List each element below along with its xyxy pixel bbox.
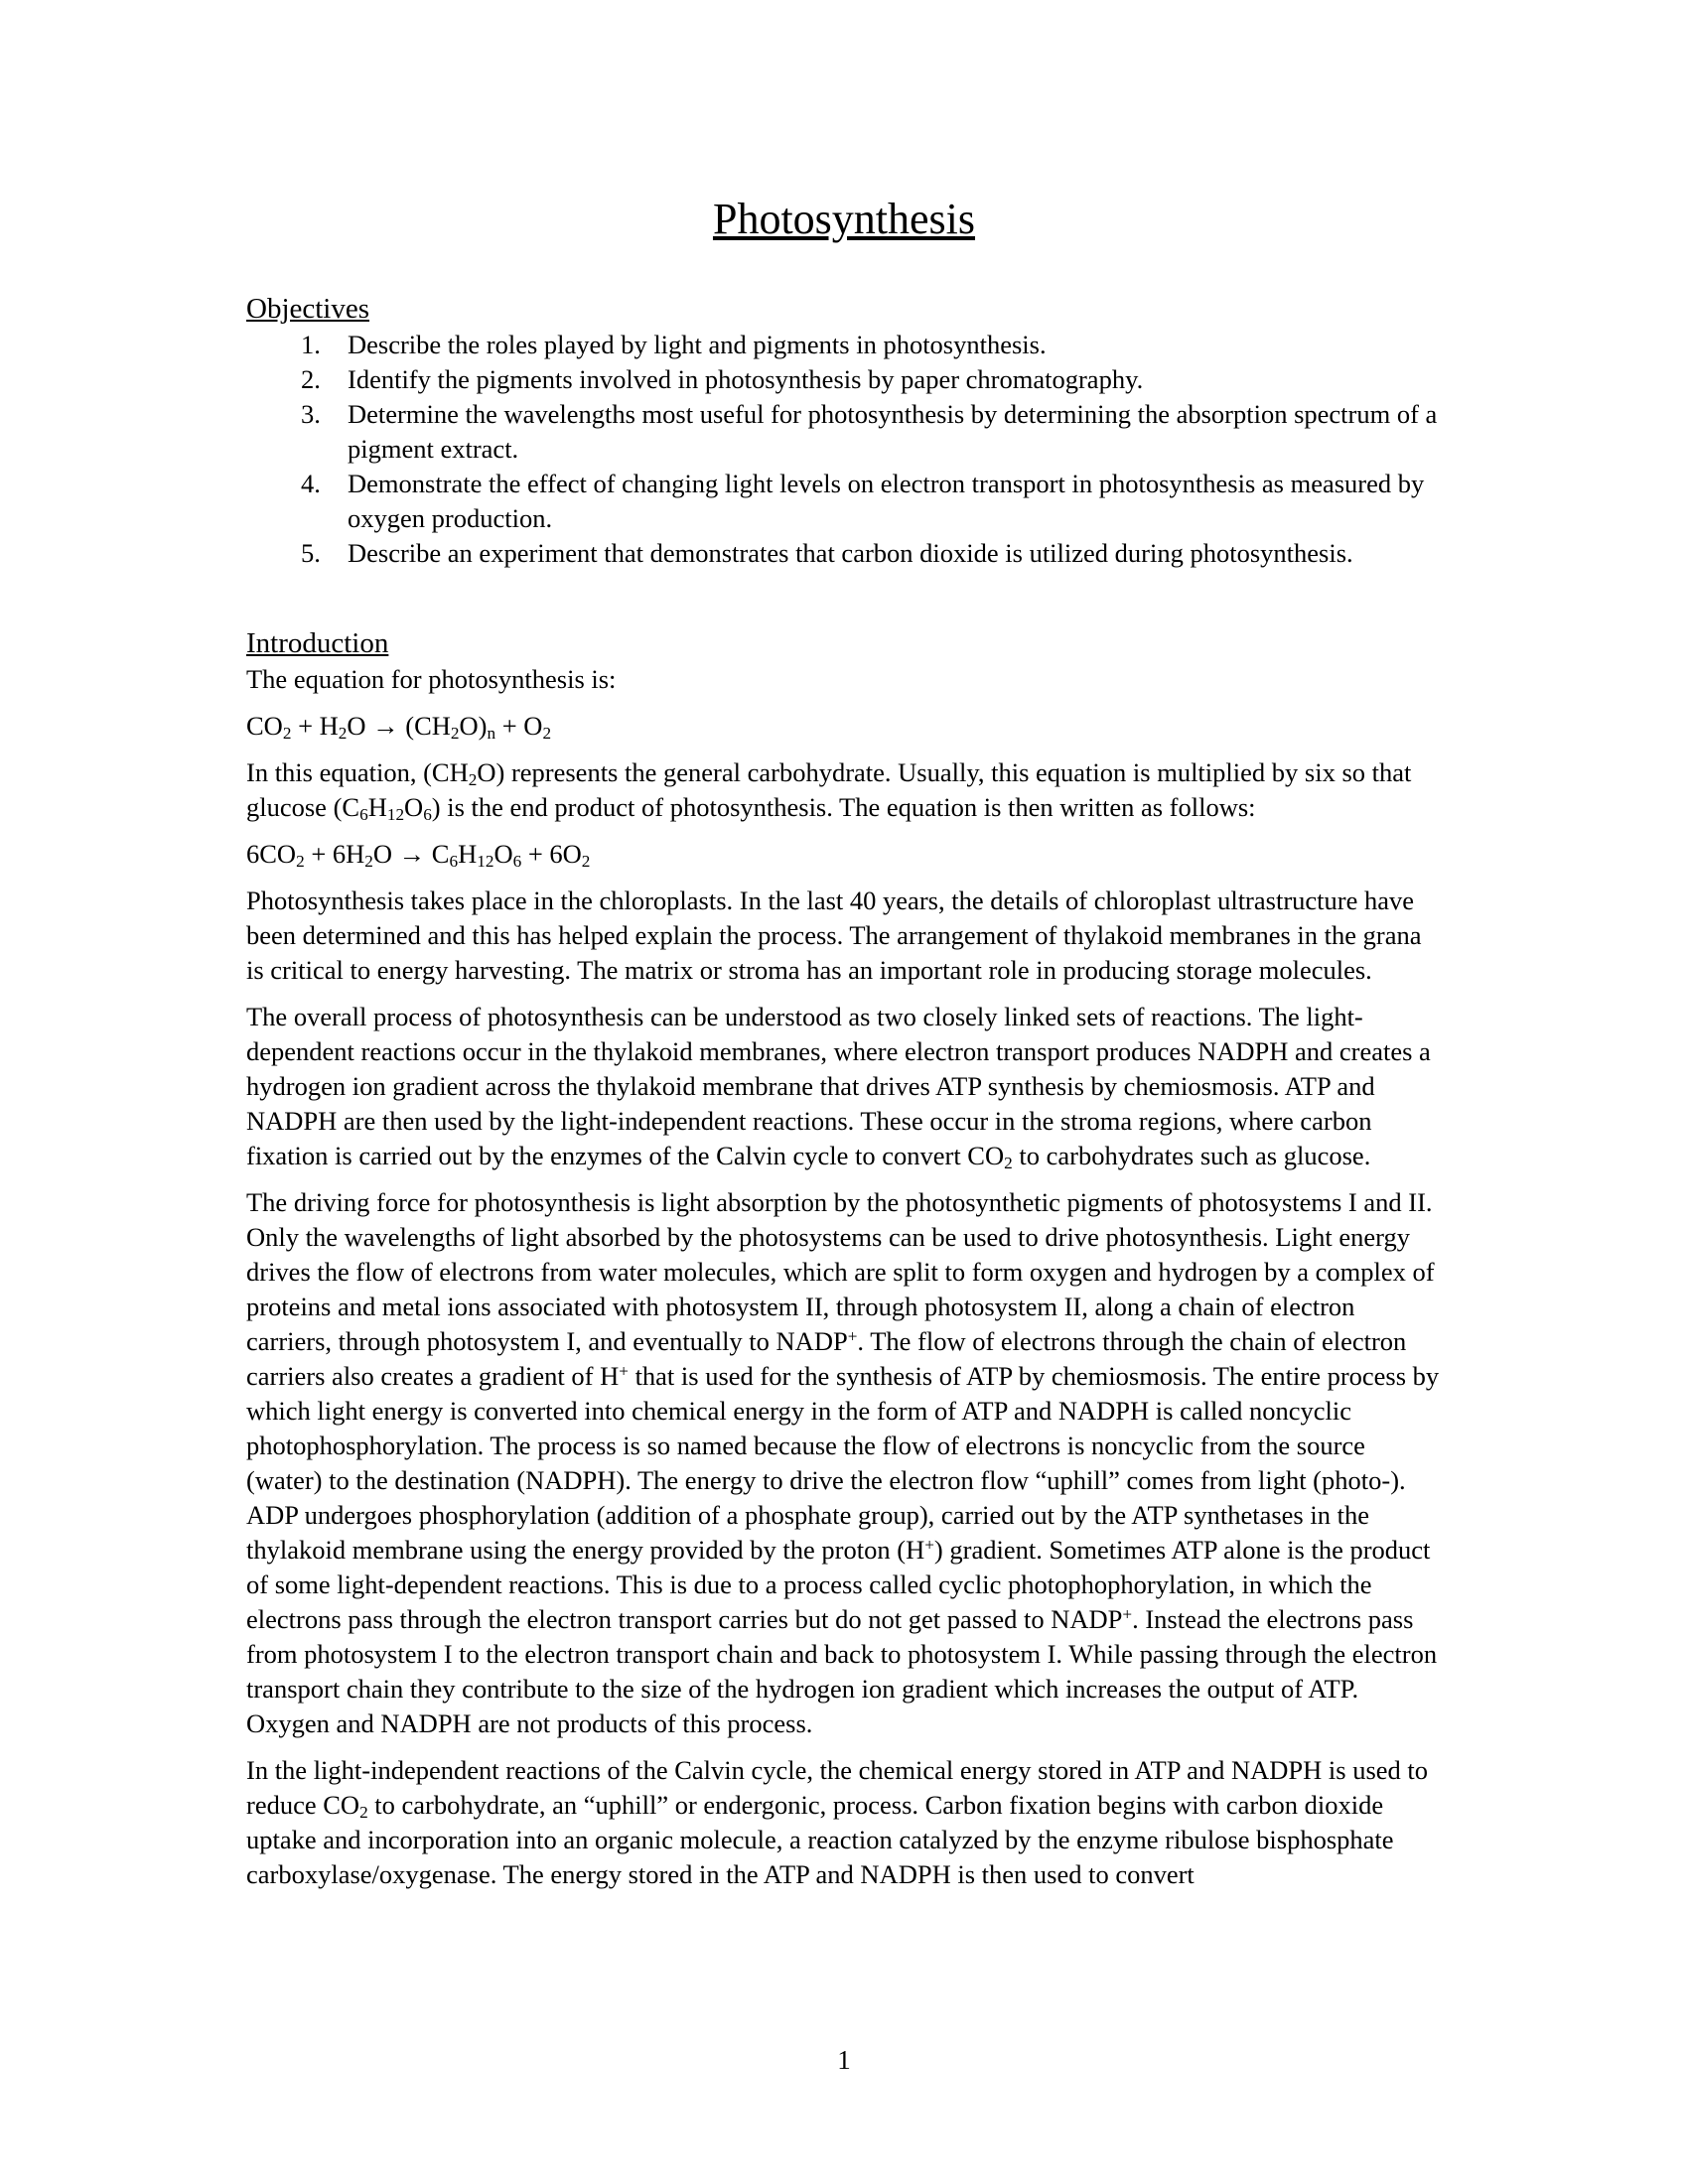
objective-number: 1.: [301, 330, 321, 359]
paragraph-equation-note: In this equation, $(CH_2O)$ represents the general carbohydrate. Usually, this equation is multiplied by six so that glucose $(C_6H_{12}O_6)$ is the end product of photosynthesis. The equation is then written as follows:: [246, 757, 1412, 824]
objective-number: 4.: [301, 469, 321, 498]
glucose-photosynthesis-equation: $6CO_2 + 6H_2O \to C_6H_{12}O_6 + 6O_2$: [246, 839, 591, 871]
objectives-heading: Objectives: [246, 293, 370, 325]
document-title: Photosynthesis: [712, 195, 976, 243]
objective-text: Demonstrate the effect of changing light levels on electron transport in photosynthesis as measured by oxygen production.: [348, 469, 1425, 533]
objective-text: Determine the wavelengths most useful for photosynthesis by determining the absorption spectrum of a pigment extract.: [348, 399, 1438, 464]
objective-item-3: [246, 397, 1442, 467]
objectives-list: [246, 328, 1442, 571]
objective-number: 5.: [301, 538, 321, 568]
paragraph-two-reactions: The overall process of photosynthesis can be understood as two closely linked sets of reactions. The light-dependent reactions occur in the thylakoid membranes, where electron transport produces NADPH and creates a hydrogen ion gradient across the thylakoid membrane that drives ATP synthesis by chemiosmosis. ATP and NADPH are then used by the light-independent reactions. These occur in the stroma regions, where carbon fixation is carried out by the enzymes of the Calvin cycle to convert $CO_2$ to carbohydrates such as glucose.: [246, 1002, 1431, 1172]
objective-number: 3.: [301, 399, 321, 429]
objective-text: Describe an experiment that demonstrates that carbon dioxide is utilized during photosynthesis.: [348, 538, 1353, 568]
objective-number: 2.: [301, 364, 321, 394]
objective-text: Identify the pigments involved in photosynthesis by paper chromatography.: [348, 364, 1144, 394]
paragraph-driving-force: The driving force for photosynthesis is light absorption by the photosynthetic pigments of photosystems I and II. Only the wavelengths of light absorbed by the photosystems can be used to drive photosynthesis. Light energy drives the flow of electrons from water molecules, which are split to form oxygen and hydrogen by a complex of proteins and metal ions associated with photosystem II, through photosystem II, along a chain of electron carriers, through photosystem I, and eventually to NADP+. The flow of electrons through the chain of electron carriers also creates a gradient of H+ that is used for the synthesis of ATP by chemiosmosis. The entire process by which light energy is converted into chemical energy in the form of ATP and NADPH is called noncyclic photophosphorylation. The process is so named because the flow of electrons is noncyclic from the source (water) to the destination (NADPH). The energy to drive the electron flow “uphill” comes from light (photo-). ADP undergoes phosphorylation (addition of a phosphate group), carried out by the ATP synthetases in the thylakoid membrane using the energy provided by the proton (H+) gradient. Sometimes ATP alone is the product of some light-dependent reactions. This is due to a process called cyclic photophophorylation, in which the electrons pass through the electron transport carries but do not get passed to NADP+. Instead the electrons pass from photosystem I to the electron transport chain and back to photosystem I. While passing through the electron transport chain they contribute to the size of the hydrogen ion gradient which increases the output of ATP. Oxygen and NADPH are not products of this process.: [246, 1187, 1440, 1738]
objective-text: Describe the roles played by light and pigments in photosynthesis.: [348, 330, 1047, 359]
objective-item-4: [246, 467, 1442, 536]
paragraph-calvin-cycle: In the light-independent reactions of the Calvin cycle, the chemical energy stored in ATP and NADPH is used to reduce $CO_2$ to carbohydrate, an “uphill” or endergonic, process. Carbon fixation begins with carbon dioxide uptake and incorporation into an organic molecule, a reaction catalyzed by the enzyme ribulose bisphosphate carboxylase/oxygenase. The energy stored in the ATP and NADPH is then used to convert: [246, 1755, 1429, 1889]
introduction-heading: Introduction: [246, 627, 389, 659]
paragraph-chloroplasts: Photosynthesis takes place in the chloroplasts. In the last 40 years, the details of chloroplast ultrastructure have been determined and this has helped explain the process. The arrangement of thylakoid membranes in the grana is critical to energy harvesting. The matrix or stroma has an important role in producing storage molecules.: [246, 886, 1422, 985]
objective-item-5: [246, 536, 1442, 571]
objective-item-1: [246, 328, 1442, 362]
page-number: 1: [837, 2045, 851, 2075]
introduction-lead: The equation for photosynthesis is:: [246, 664, 617, 694]
objective-item-2: [246, 362, 1442, 397]
general-photosynthesis-equation: $CO_2 + H_2O \to (CH_2O)_n + O_2$: [246, 711, 552, 743]
